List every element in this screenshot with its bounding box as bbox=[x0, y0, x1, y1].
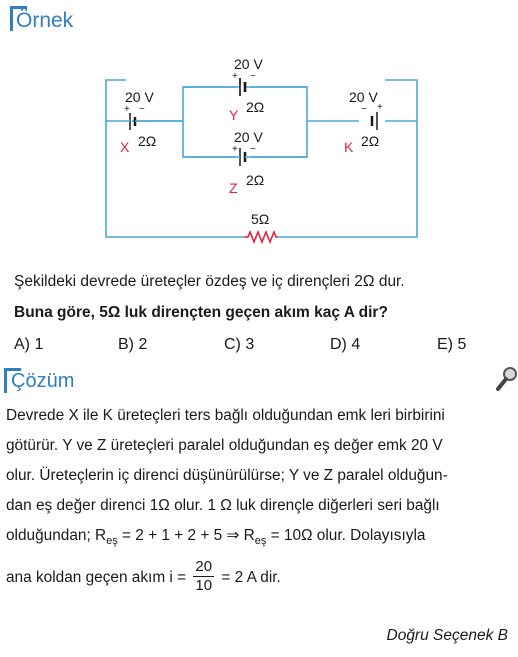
option-c[interactable]: C) 3 bbox=[224, 336, 255, 353]
resistor-5ohm bbox=[244, 232, 278, 242]
x-resistance: 2Ω bbox=[138, 133, 157, 149]
x-plus: + bbox=[124, 104, 130, 115]
solution-line-6: ana koldan geçen akım i = $\frac{20}{10}$ = 2 A dir. bbox=[6, 557, 281, 594]
option-e[interactable]: E) 5 bbox=[437, 336, 467, 353]
wire-x-top bbox=[106, 80, 126, 121]
wire-left-bottom bbox=[106, 156, 244, 237]
z-resistance: 2Ω bbox=[246, 172, 265, 188]
solution-text bbox=[6, 401, 512, 600]
y-label: Y bbox=[229, 107, 239, 123]
z-emf: 20 V bbox=[234, 129, 263, 145]
k-label: K bbox=[344, 139, 354, 155]
solution-line-4: dan eş değer direnci 1Ω olur. 1 Ω luk dirençle diğerleri seri bağlı bbox=[6, 497, 440, 514]
question-statement: Şekildeki devrede üreteçler özdeş ve iç dirençleri 2Ω dur. bbox=[14, 273, 405, 290]
correct-answer: Doğru Seçenek B bbox=[386, 627, 508, 644]
x-minus: − bbox=[139, 104, 145, 115]
solution-line-5: olduğundan; $R_{eş} = 2 + 1 + 2 + 5$ ⇒ $R_{eş} = 10\Omega$ olur. Dolayısıyla bbox=[6, 527, 426, 548]
z-plus: + bbox=[232, 144, 238, 155]
k-minus: − bbox=[361, 104, 367, 115]
magnifier-icon[interactable] bbox=[496, 366, 518, 392]
y-minus: − bbox=[250, 71, 256, 82]
circuit-diagram bbox=[0, 44, 518, 254]
y-resistance: 2Ω bbox=[246, 99, 265, 115]
option-d[interactable]: D) 4 bbox=[330, 336, 361, 353]
x-emf: 20 V bbox=[125, 89, 154, 105]
y-emf: 20 V bbox=[234, 56, 263, 72]
option-b[interactable]: B) 2 bbox=[118, 336, 148, 353]
fraction-numerator: 20 bbox=[195, 557, 213, 575]
solution-line-2: götürür. Y ve Z üreteçleri paralel olduğundan eş değer emk 20 V bbox=[6, 437, 443, 454]
option-a[interactable]: A) 1 bbox=[14, 336, 44, 353]
k-resistance: 2Ω bbox=[361, 133, 380, 149]
question-prompt: Buna göre, 5Ω luk dirençten geçen akım kaç A dir? bbox=[14, 304, 388, 321]
z-minus: − bbox=[250, 144, 256, 155]
y-plus: + bbox=[232, 71, 238, 82]
solution-header: Çözüm bbox=[11, 370, 75, 392]
wire-k-top bbox=[385, 80, 417, 121]
parallel-block bbox=[183, 87, 307, 157]
fraction-denominator: 10 bbox=[195, 576, 213, 594]
solution-line-3: olur. Üreteçlerin iç direnci düşünürülürse; Y ve Z paralel olduğun- bbox=[6, 467, 448, 484]
k-plus: + bbox=[377, 102, 383, 113]
resistor-value: 5Ω bbox=[251, 211, 270, 227]
k-emf: 20 V bbox=[349, 89, 378, 105]
z-label: Z bbox=[229, 180, 238, 196]
x-label: X bbox=[120, 139, 130, 155]
current-fraction bbox=[193, 558, 214, 595]
example-header: Örnek bbox=[16, 9, 74, 32]
solution-line-1: Devrede X ile K üreteçleri ters bağlı olduğundan emk leri birbirini bbox=[6, 407, 445, 424]
